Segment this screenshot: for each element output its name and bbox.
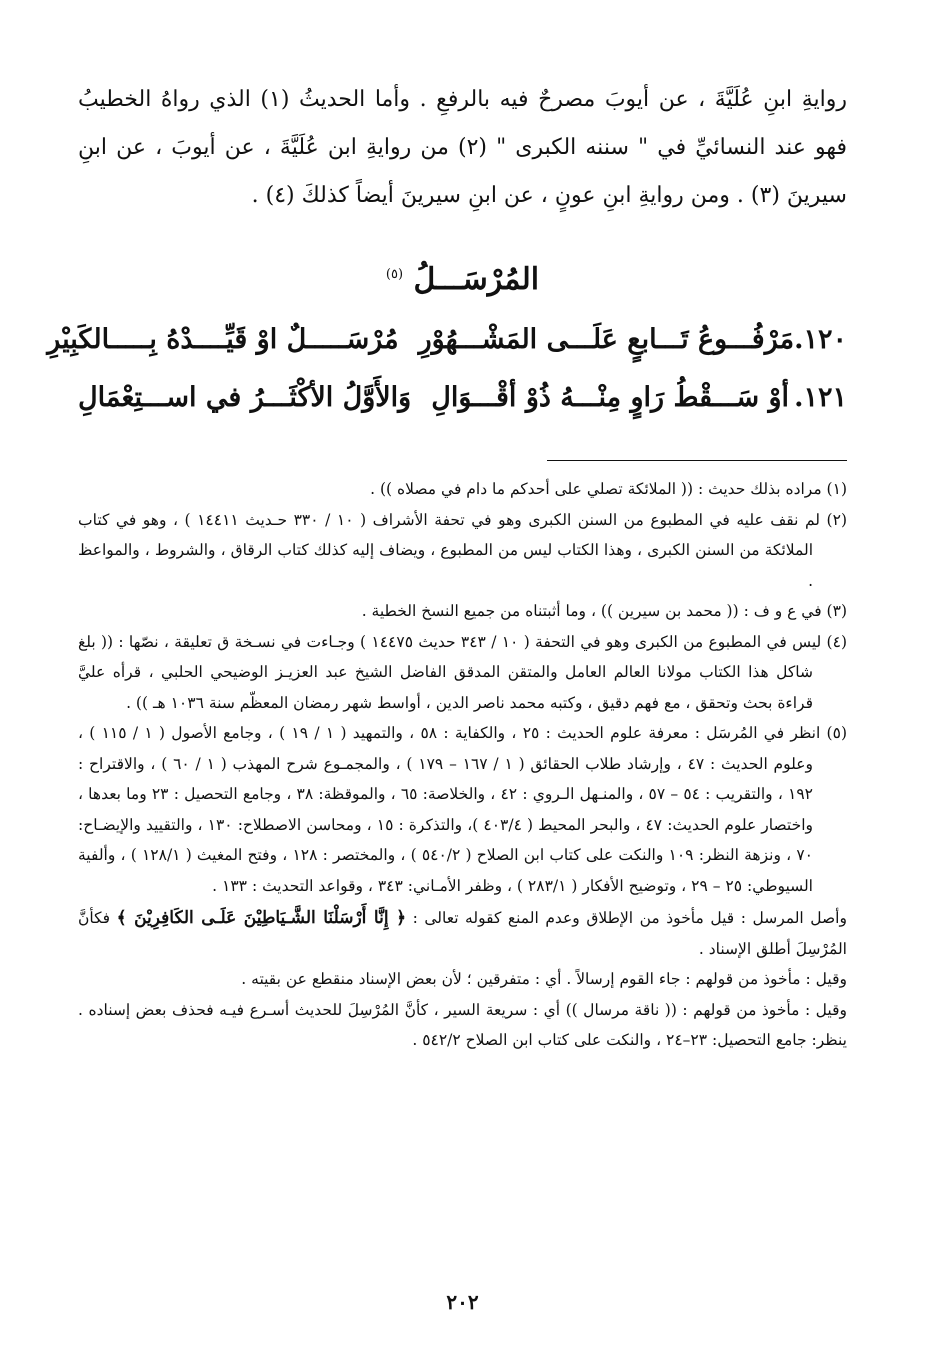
verse-number: ١٢١. (794, 382, 847, 413)
origin-rest: فكأنَّ المُرْسِلَ أطلق الإسناد . (78, 909, 847, 958)
verse-first-hemistich: أوْ سَـــقْطُ رَاوٍ مِنْـــهُ ذُوْ أقْـــوَالِ (431, 382, 790, 413)
main-paragraph: روايةِ ابنِ عُلَيَّةَ ، عن أيوبَ مصرحٌ فيه بالرفعِ . وأما الحديثُ (١) الذي رواهُ الخطيبُ فهو عند النسائيِّ في " سننه الكبرى " (٢) من روايةِ ابن عُلَيَّةَ ، عن أيوبَ ، عن ابنِ سيرينَ (٣) . ومن روايةِ ابنِ عونٍ ، عن ابنِ سيرينَ أيضاً كذلكَ (٤) . (78, 87, 847, 208)
verse-line (47, 324, 847, 355)
quran-quote: ﴿ إِنَّا أَرْسَلْنَا الشَّـيَاطِيْنَ عَلَـى الكَافِرِيْنَ ﴾ (116, 908, 407, 928)
heading-title: المُرْسَـــلُ (413, 262, 540, 297)
origin-lead: وأصل المرسل : قيل مأخوذ من الإطلاق وعدم المنع كقوله تعالى : (412, 909, 847, 927)
heading-note-ref: (٥) (385, 267, 404, 282)
footnote-separator (547, 460, 847, 461)
footnotes-section (78, 474, 847, 1056)
origin-note (78, 903, 847, 964)
verse-line (78, 382, 847, 413)
section-heading (78, 262, 847, 297)
footnote-4: (٤) ليس في المطبوع من الكبرى وهو في التحفة ( ١٠ / ٣٤٣ حديث ١٤٤٧٥ ) وجـاءت في نسـخة ق تعليقة ، نصّها : (( بلغ شاكل هذا الكتاب مولانا العالم العامل والمتقن المدقق الفاضل الشيخ عبد العزيـز الوضيحي الحلبي ، قرأه عليَّ قراءة بحث وتحقق ، مع فهم دقيق ، وكتبه محمد ناصر الدين ، أواسط شهر رمضان المعظّم سنة ١٠٣٦ هـ )) . (78, 632, 847, 712)
footnote-5: (٥) انظر في المُرسَل : معرفة علوم الحديث : ٢٥ ، والكفاية : ٥٨ ، والتمهيد ( ١ / ١٩ ) ، وجامع الأصول ( ١ / ١١٥ ) ، وعلوم الحديث : ٤٧ ، وإرشاد طلاب الحقائق ( ١ / ١٦٧ – ١٧٩ ) ، والمجمـوع شرح المهذب ( ١ / ٦٠ ) ، والاقتراح : ١٩٢ ، والتقريب : ٥٤ – ٥٧ ، والمنـهل الـروي : ٤٢ ، والخلاصة: ٦٥ ، والموقظة: ٣٨ ، وجامع التحصيل : ٢٣ وما بعدها ، واختصار علوم الحديث: ٤٧ ، والبحر المحيط ( ٤٠٣/٤ )، والتذكرة : ١٥ ، ومحاسن الاصطلاح: ١٣٠ ، والتقييد والإيضـاح: ٧٠ ، ونزهة النظر: ١٠٩ والنكت على كتاب ابن الصلاح ( ٥٤٠/٢ ) ، والمختصر : ١٢٨ ، وفتح المغيث ( ١٢٨/١ ) ، وألفية السيوطي: ٢٥ – ٢٩ ، وتوضيح الأفكار ( ٢٨٣/١ ) ، وظفر الأمـاني: ٣٤٣ ، وقواعد التحديث : ١٣٣ . (78, 724, 847, 895)
extra-note-2: وقيل : مأخوذ من قولهم : (( ناقة مرسال )) أي : سريعة السير ، كأنَّ المُرْسِلَ للحديث أسـرع فيـه فحذف بعض إسناده . ينظر: جامع التحصيل: ٢٣–٢٤ ، والنكت على كتاب ابن الصلاح ٥٤٢/٢ . (78, 1000, 847, 1049)
verse-second-hemistich: وَالأَوَّلُ الأكْثَـــرُ في اســـتِعْمَالِ (78, 382, 412, 413)
verse-first-hemistich: مَرْفُـــوعُ تَـــابعٍ عَلَـــى المَشْـــهُوْرِ (418, 324, 795, 355)
footnote-1: (١) مراده بذلك حديث : (( الملائكة تصلي على أحدكم ما دام في مصلاه )) . (370, 480, 847, 498)
footnote-2: (٢) لم نقف عليه في المطبوع من السنن الكبرى وهو في تحفة الأشراف ( ١٠ / ٣٣٠ حـديث ١٤٤١١ ) ، وهو في كتاب الملائكة من السنن الكبرى ، وهذا الكتاب ليس من المطبوع ، ويضاف إليه كذلك كتاب الرقاق ، والشروط ، والمواعظ . (78, 510, 847, 590)
footnote-3: (٣) في ع و ف : (( محمد بن سيرين )) ، وما أثبتناه من جميع النسخ الخطية . (361, 602, 847, 620)
book-page (47, 0, 847, 1370)
page-number: ٢٠٢ (446, 1290, 479, 1314)
extra-note-1: وقيل : مأخوذ من قولهم : جاء القوم إرسالاً . أي : متفرقين ؛ لأن بعض الإسناد منقطع عن بقيته . (241, 970, 847, 988)
verse-number: ١٢٠. (794, 324, 847, 355)
verse-second-hemistich: مُرْسَـــــلٌ اوْ قَيِّــــدْهُ بِـــــالكَبِيْرِ (47, 324, 399, 355)
